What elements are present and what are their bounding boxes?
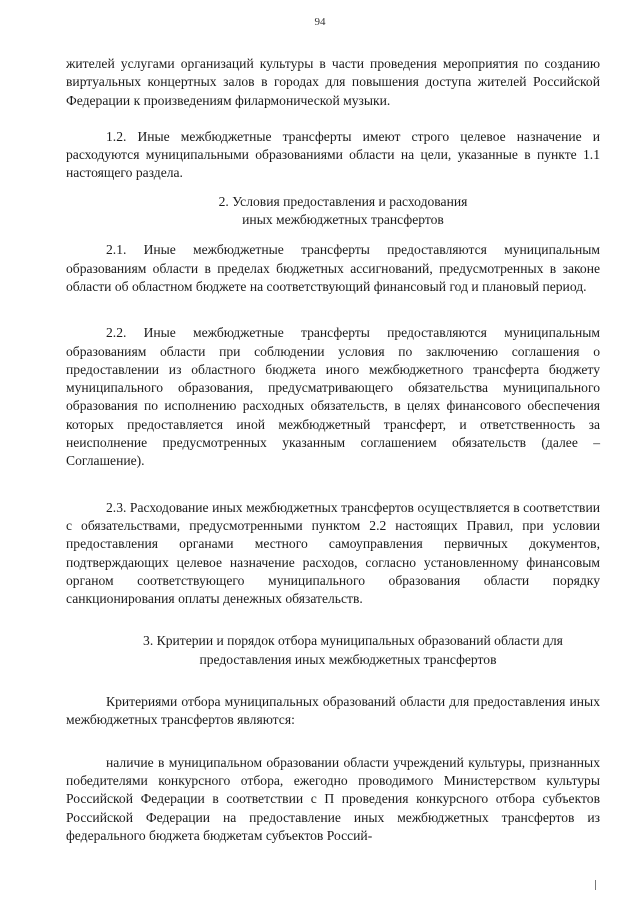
paragraph-2-1: 2.1. Иные межбюджетные трансферты предоставляются муниципальным образованиям области в пределах бюджетных ассигнований, предусмотренных в законе области об областном бюджете на соответствующий финансовый год и плановый период. bbox=[66, 242, 600, 294]
section-2-heading-line-2: иных межбюджетных трансфертов bbox=[242, 212, 444, 228]
page-number: 94 bbox=[314, 16, 326, 28]
paragraph-2-3: 2.3. Расходование иных межбюджетных трансфертов осуществляется в соответствии с обязательствами, предусмотренными пунктом 2.2 настоящих Правил, при условии предоставления органами местного самоуправления первичных документов, подтверждающих целевое назначение расходов, согласно установленному финансовым органом соответствующего муниципального образования области порядку санкционирования оплаты денежных обязательств. bbox=[66, 499, 600, 607]
paragraph-2-2: 2.2. Иные межбюджетные трансферты предоставляются муниципальным образованиям области при соблюдении условия по заключению соглашения о предоставлении из областного бюджета иного межбюджетного трансферта бюджету муниципального образования, предусматривающего обязательства муниципального образования по исполнению расходных обязательств, в целях финансового обеспечения которых предоставляется иной межбюджетный трансферт, и ответственность за неисполнение предусмотренных указанным соглашением обязательств (далее – Соглашение). bbox=[66, 325, 600, 469]
scan-mark bbox=[595, 880, 596, 890]
document-body bbox=[66, 55, 600, 845]
paragraph-1-2: 1.2. Иные межбюджетные трансферты имеют строго целевое назначение и расходуются муниципальными образованиями области на цели, указанные в пункте 1.1 настоящего раздела. bbox=[66, 128, 600, 181]
section-3-heading-line-1: 3. Критерии и порядок отбора муниципальных образований области для bbox=[143, 633, 563, 649]
section-3-heading-line-2: предоставления иных межбюджетных трансфертов bbox=[199, 651, 497, 667]
paragraph-criterion-1: наличие в муниципальном образовании области учреждений культуры, признанных победителями конкурсного отбора, ежегодно проводимого Министерством культуры Российской Федерации в соответствии с П проведения конкурсного отбора субъектов Российской Федерации на предоставление иных межбюджетных трансфертов из федерального бюджета бюджетам субъектов Россий- bbox=[66, 754, 600, 843]
paragraph-criteria: Критериями отбора муниципальных образований области для предоставления иных межбюджетных трансфертов являются: bbox=[66, 694, 600, 728]
continuation-paragraph: жителей услугами организаций культуры в части проведения мероприятия по созданию виртуальных концертных залов в городах для повышения доступа жителей Российской Федерации к произведениям филармонической музыки. bbox=[66, 56, 600, 108]
section-2-heading-line-1: 2. Условия предоставления и расходования bbox=[218, 193, 468, 209]
